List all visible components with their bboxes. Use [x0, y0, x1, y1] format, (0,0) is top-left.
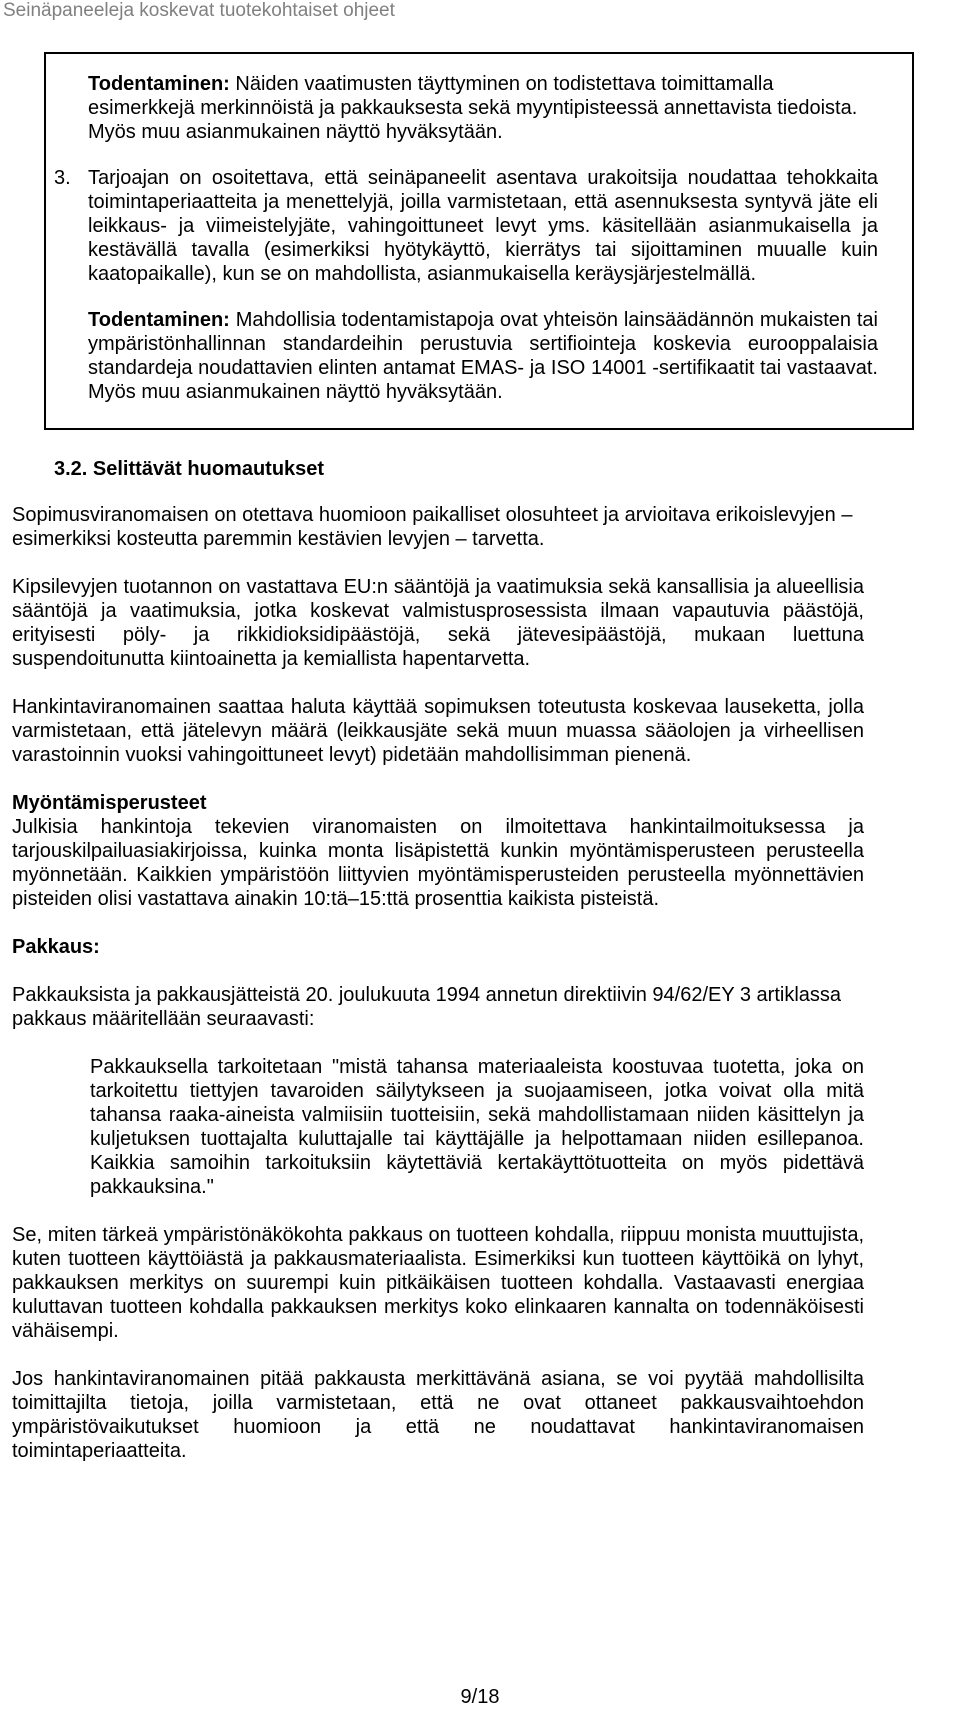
award-criteria-heading: Myöntämisperusteet — [12, 792, 207, 814]
paragraph-2: Kipsilevyjen tuotannon on vastattava EU:n sääntöjä ja vaatimuksia sekä kansallisia ja alueellisia sääntöjä ja vaatimuksia, jotka koskevat valmistusprosessista ilmaan vapautuvia päästöjä, erityisesti pöly- ja rikkidioksidipäästöjä, sekä jätevesipäästöjä, mukaan luettuna suspendoitunutta kiintoainetta ja kemiallista hapentarvetta. — [12, 576, 864, 670]
verification-paragraph-2 — [88, 308, 878, 404]
main-content — [12, 455, 864, 1463]
item-number: 3. — [54, 167, 71, 189]
packaging-heading: Pakkaus: — [12, 936, 100, 958]
item-text: Tarjoajan on osoitettava, että seinäpaneelit asentava urakoitsija noudattaa tehokkaita toimintaperiaatteita ja menettelyjä, joilla varmistetaan, että asennuksesta syntyvä jäte eli leikkaus- ja viimeistelyjäte, vahingoittuneet levyt yms. käsitellään asianmukaisella ja kestävällä tavalla (esimerkiksi hyötykäyttö, kierrätys tai sijoittaminen muualle kuin kaatopaikalle), kun se on mahdollista, asianmukaisella keräysjärjestelmällä. — [88, 167, 878, 285]
award-criteria-text: Julkisia hankintoja tekevien viranomaisten on ilmoitettava hankintailmoituksessa ja tarjouskilpailuasiakirjoissa, kuinka monta lisäpistettä kunkin myöntämisperusteen perusteella myönnetään. Kaikkien ympäristöön liittyvien myöntämisperusteiden perusteella myönnettävien pisteiden olisi vastattava ainakin 10:tä–15:ttä prosenttia kaikista pisteistä. — [12, 816, 864, 910]
requirement-box — [44, 52, 914, 430]
requirement-item-3 — [54, 166, 878, 286]
verification-text-1: Näiden vaatimusten täyttyminen on todistettava toimittamalla esimerkkejä merkinnöistä ja pakkauksesta sekä myyntipisteessä annettavista tiedoista. Myös muu asianmukainen näyttö hyväksytään. — [88, 73, 858, 143]
paragraph-5: Jos hankintaviranomainen pitää pakkausta merkittävänä asiana, se voi pyytää mahdollisilta toimittajilta tietoja, joilla varmistetaan, että ne ovat ottaneet pakkausvaihtoehdon ympäristövaikutukset huomioon ja että ne noudattavat hankintaviranomaisen toimintaperiaatteita. — [12, 1368, 864, 1462]
paragraph-4: Se, miten tärkeä ympäristönäkökohta pakkaus on tuotteen kohdalla, riippuu monista muuttujista, kuten tuotteen käyttöiästä ja pakkausmateriaalista. Esimerkiksi kun tuotteen käyttöikä on lyhyt, pakkauksen merkitys on suurempi kuin pitkäikäisen tuotteen kohdalla. Vastaavasti energiaa kuluttavan tuotteen kohdalla pakkauksen merkitys koko elinkaaren kannalta on todennäköisesti vähäisempi. — [12, 1224, 864, 1342]
verification-text-2: Mahdollisia todentamistapoja ovat yhteisön lainsäädännön mukaisten tai ympäristönhallinnan standardeihin perustuvia sertifiointeja koskevia eurooppalaisia standardeja noudattavien elinten antamat EMAS- ja ISO 14001 -sertifikaatit tai vastaavat. Myös muu asianmukainen näyttö hyväksytään. — [88, 309, 878, 403]
verification-label-1: Todentaminen: — [88, 73, 230, 95]
paragraph-3: Hankintaviranomainen saattaa haluta käyttää sopimuksen toteutusta koskevaa lauseketta, jolla varmistetaan, että jätelevyn määrä (leikkausjäte sekä muun muassa sääolojen ja virheellisen varastoinnin vuoksi vahingoittuneet levyt) pidetään mahdollisimman pienenä. — [12, 696, 864, 766]
packaging-definition-quote: Pakkauksella tarkoitetaan "mistä tahansa materiaaleista koostuvaa tuotetta, joka on tarkoitettu tiettyjen tavaroiden säilytykseen ja suojaamiseen, jotka voivat olla mitä tahansa raaka-aineista valmiisiin tuotteisiin, sekä mahdollistamaan niiden käsittelyn ja kuljetuksen tuottajalta kuluttajalle tai käyttäjälle ja helpottamaan niiden esillepanoa. Kaikkia samoihin tarkoituksiin käytettäviä kertakäyttötuotteita on myös pidettävä pakkauksina." — [90, 1056, 864, 1198]
running-header: Seinäpaneeleja koskevat tuotekohtaiset ohjeet — [3, 0, 395, 21]
requirement-box-content — [54, 72, 878, 404]
section-title: 3.2. Selittävät huomautukset — [54, 458, 325, 480]
verification-paragraph-1 — [88, 72, 878, 144]
paragraph-1: Sopimusviranomaisen on otettava huomioon paikalliset olosuhteet ja arvioitava erikoislevyjen – esimerkiksi kosteutta paremmin kestävien levyjen – tarvetta. — [12, 504, 853, 550]
page-number: 9/18 — [460, 1686, 500, 1708]
packaging-intro: Pakkauksista ja pakkausjätteistä 20. joulukuuta 1994 annetun direktiivin 94/62/EY 3 artiklassa pakkaus määritellään seuraavasti: — [12, 984, 842, 1030]
verification-label-2: Todentaminen: — [88, 309, 230, 331]
